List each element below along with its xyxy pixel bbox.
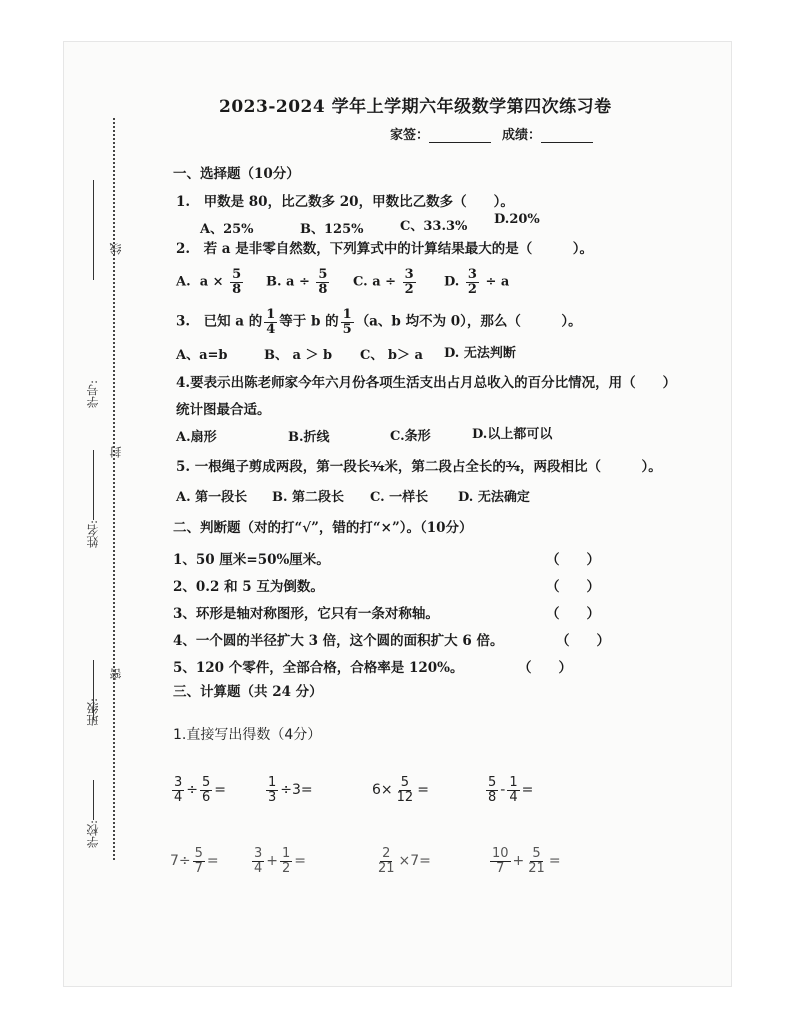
q1-option-a[interactable]: A、25%	[200, 222, 254, 237]
denominator: 8	[318, 281, 328, 297]
q5-text-c: ，两段相比（ ）。	[519, 459, 662, 475]
exam-sheet	[64, 42, 731, 986]
operator: 6×	[372, 782, 393, 799]
option-expr: a ÷	[286, 274, 310, 290]
fraction	[526, 847, 547, 875]
q2-option-c[interactable]	[353, 268, 418, 296]
student-no-line	[93, 180, 94, 280]
calc-2-2[interactable]	[250, 847, 306, 875]
numerator: 2	[382, 846, 391, 861]
numerator: 1	[268, 775, 277, 790]
school-label: 学校:	[86, 820, 100, 849]
fraction	[230, 268, 243, 296]
operator: ÷	[186, 782, 199, 799]
option-expr: a ×	[199, 274, 224, 290]
q5-text-b: 米，第二段占全长的	[384, 459, 506, 475]
numerator: 5	[194, 846, 203, 861]
numerator: 5	[488, 775, 497, 790]
fraction	[507, 776, 519, 804]
operator: +	[266, 853, 279, 870]
denominator: 2	[282, 860, 291, 876]
numerator: 5	[400, 775, 410, 790]
denominator: 4	[509, 789, 518, 805]
judge-answer-2[interactable]: （ ）	[546, 579, 600, 595]
fraction	[280, 847, 292, 875]
fraction	[252, 847, 264, 875]
denominator: 12	[396, 789, 414, 805]
judge-answer-4[interactable]: （ ）	[556, 633, 610, 649]
option-label: C.	[353, 274, 368, 290]
denominator: 8	[232, 281, 242, 297]
q4-option-c[interactable]: C.条形	[390, 429, 431, 444]
calc-2-4[interactable]	[488, 847, 561, 875]
numerator: 5	[532, 846, 541, 861]
equals: =	[206, 853, 219, 870]
judge-answer-3[interactable]: （ ）	[546, 606, 600, 622]
score-field[interactable]	[502, 124, 593, 143]
parent-sign-label: 家签：	[390, 128, 430, 143]
exam-title: 2023-2024 学年上学期六年级数学第四次练习卷	[219, 97, 612, 117]
q3-text-a: 3. 已知 a 的	[176, 313, 263, 330]
denominator: 4	[174, 789, 183, 805]
judge-item-5: 5、120 个零件，全部合格，合格率是 120%。	[173, 660, 464, 676]
fraction	[466, 268, 479, 296]
q1-option-c[interactable]: C、33.3%	[400, 219, 468, 234]
school-line	[93, 780, 94, 820]
numerator: 1	[282, 846, 291, 861]
q2-text: 2. 若 a 是非零自然数，下列算式中的计算结果最大的是（ ）。	[176, 241, 593, 257]
option-expr: ÷ a	[485, 274, 510, 290]
section1-heading: 一、选择题（10分）	[173, 166, 300, 182]
class-label: 班级:	[86, 698, 100, 727]
judge-item-4: 4、一个圆的半径扩大 3 倍，这个圆的面积扩大 6 倍。	[173, 633, 504, 649]
q4-line2: 统计图最合适。	[176, 402, 271, 418]
q3-option-b[interactable]: B、 a ＞ b	[264, 348, 333, 363]
numerator: 3	[467, 267, 477, 282]
equals: =	[214, 782, 227, 799]
calc-1-2[interactable]	[264, 776, 313, 804]
q3-option-d[interactable]: D. 无法判断	[444, 346, 516, 361]
fraction	[193, 847, 205, 875]
option-expr: a ÷	[372, 274, 397, 290]
seal-mi: 密	[109, 668, 123, 680]
name-label: 姓名:	[86, 520, 100, 549]
judge-answer-1[interactable]: （ ）	[546, 552, 600, 568]
calc-1-3[interactable]	[372, 776, 429, 804]
denominator: 6	[202, 789, 211, 805]
name-line	[93, 450, 94, 520]
q4-option-d[interactable]: D.以上都可以	[472, 427, 553, 442]
q3-text-c: （a、b 均不为 0），那么（ ）。	[355, 313, 582, 330]
equals: =	[521, 782, 534, 799]
denominator: 7	[496, 860, 505, 876]
score-label: 成绩：	[502, 128, 542, 143]
denominator: 8	[488, 789, 497, 805]
calc-1-1[interactable]	[170, 776, 226, 804]
fraction	[264, 308, 277, 336]
q4-line1: 4.要表示出陈老师家今年六月份各项生活支出占月总收入的百分比情况，用（ ）	[176, 375, 677, 391]
q1-option-d[interactable]: D.20%	[494, 212, 540, 227]
q2-option-b[interactable]	[266, 268, 331, 296]
q1-option-b[interactable]: B、125%	[300, 222, 364, 237]
option-label: A.	[176, 274, 191, 290]
q1-text: 1. 甲数是 80，比乙数多 20，甲数比乙数多（ ）。	[176, 194, 514, 210]
equals: =	[548, 853, 561, 870]
q5-text	[176, 455, 662, 475]
operator: +	[512, 853, 525, 870]
fraction	[316, 268, 329, 296]
q5-option-b[interactable]: B. 第二段长	[272, 490, 345, 505]
numerator: 1	[342, 307, 352, 322]
denominator: 7	[194, 860, 203, 876]
numerator: 5	[202, 775, 211, 790]
calc-2-1[interactable]	[170, 847, 219, 875]
numerator: 5	[318, 267, 328, 282]
option-label: B.	[266, 274, 282, 290]
denominator: 21	[528, 860, 545, 876]
denominator: 2	[467, 281, 477, 297]
q3-text	[176, 308, 582, 336]
fraction	[376, 847, 397, 875]
denominator: 4	[266, 321, 276, 337]
equals: =	[294, 853, 307, 870]
section3-sub1: 1.直接写出得数（4分）	[173, 727, 322, 743]
fraction	[395, 776, 416, 804]
numerator: 3	[174, 775, 183, 790]
judge-item-1: 1、50 厘米=50%厘米。	[173, 552, 330, 568]
numerator: 1	[509, 775, 518, 790]
q5-option-d[interactable]: D. 无法确定	[458, 490, 530, 505]
denominator: 5	[342, 321, 352, 337]
q5-option-c[interactable]: C. 一样长	[370, 490, 429, 505]
fraction	[486, 776, 498, 804]
parent-sign-field[interactable]	[390, 124, 491, 143]
numerator: 1	[266, 307, 276, 322]
fraction	[200, 776, 212, 804]
q5-option-a[interactable]: A. 第一段长	[176, 490, 248, 505]
equals: =	[417, 782, 429, 799]
parent-sign-blank[interactable]	[429, 142, 491, 143]
fraction	[490, 847, 511, 875]
seal-xian: 线	[109, 243, 123, 255]
operator: ÷3=	[280, 782, 313, 799]
operator: 7÷	[170, 853, 191, 870]
numerator: 3	[254, 846, 263, 861]
q5-handwritten-mark: ¾	[505, 459, 520, 475]
score-blank[interactable]	[541, 142, 593, 143]
q4-option-a[interactable]: A.扇形	[176, 430, 217, 445]
operator: -	[500, 782, 506, 799]
numerator: 10	[492, 846, 509, 861]
calc-1-4[interactable]	[484, 776, 533, 804]
denominator: 4	[254, 860, 263, 876]
fraction	[403, 268, 416, 296]
calc-2-3[interactable]	[374, 847, 431, 875]
q5-handwritten-mark: ¾	[370, 459, 385, 475]
seal-feng: 封	[109, 446, 123, 458]
option-label: D.	[444, 274, 460, 290]
numerator: 3	[404, 267, 414, 282]
section3-heading: 三、计算题（共 24 分）	[173, 684, 323, 700]
q3-text-b: 等于 b 的	[279, 313, 339, 330]
operator: ×7=	[398, 853, 431, 870]
q5-text-a: 5. 一根绳子剪成两段，第一段长	[176, 459, 371, 475]
q2-option-a[interactable]	[176, 268, 245, 296]
fraction	[266, 776, 278, 804]
judge-item-3: 3、环形是轴对称图形，它只有一条对称轴。	[173, 606, 439, 622]
q4-option-b[interactable]: B.折线	[288, 430, 330, 445]
denominator: 21	[378, 860, 395, 876]
numerator: 5	[232, 267, 242, 282]
judge-answer-5[interactable]: （ ）	[518, 660, 572, 676]
q3-option-a[interactable]: A、a=b	[176, 348, 228, 363]
fraction	[341, 308, 354, 336]
q2-option-d[interactable]	[444, 268, 509, 296]
binding-dotted-line	[113, 118, 115, 860]
denominator: 3	[268, 789, 277, 805]
denominator: 2	[404, 281, 414, 297]
section2-heading: 二、判断题（对的打“√”，错的打“×”）。（10分）	[173, 520, 473, 536]
student-no-label: 学号:	[86, 380, 100, 409]
q3-option-c[interactable]: C、 b＞ a	[360, 348, 423, 363]
judge-item-2: 2、0.2 和 5 互为倒数。	[173, 579, 324, 595]
fraction	[172, 776, 184, 804]
